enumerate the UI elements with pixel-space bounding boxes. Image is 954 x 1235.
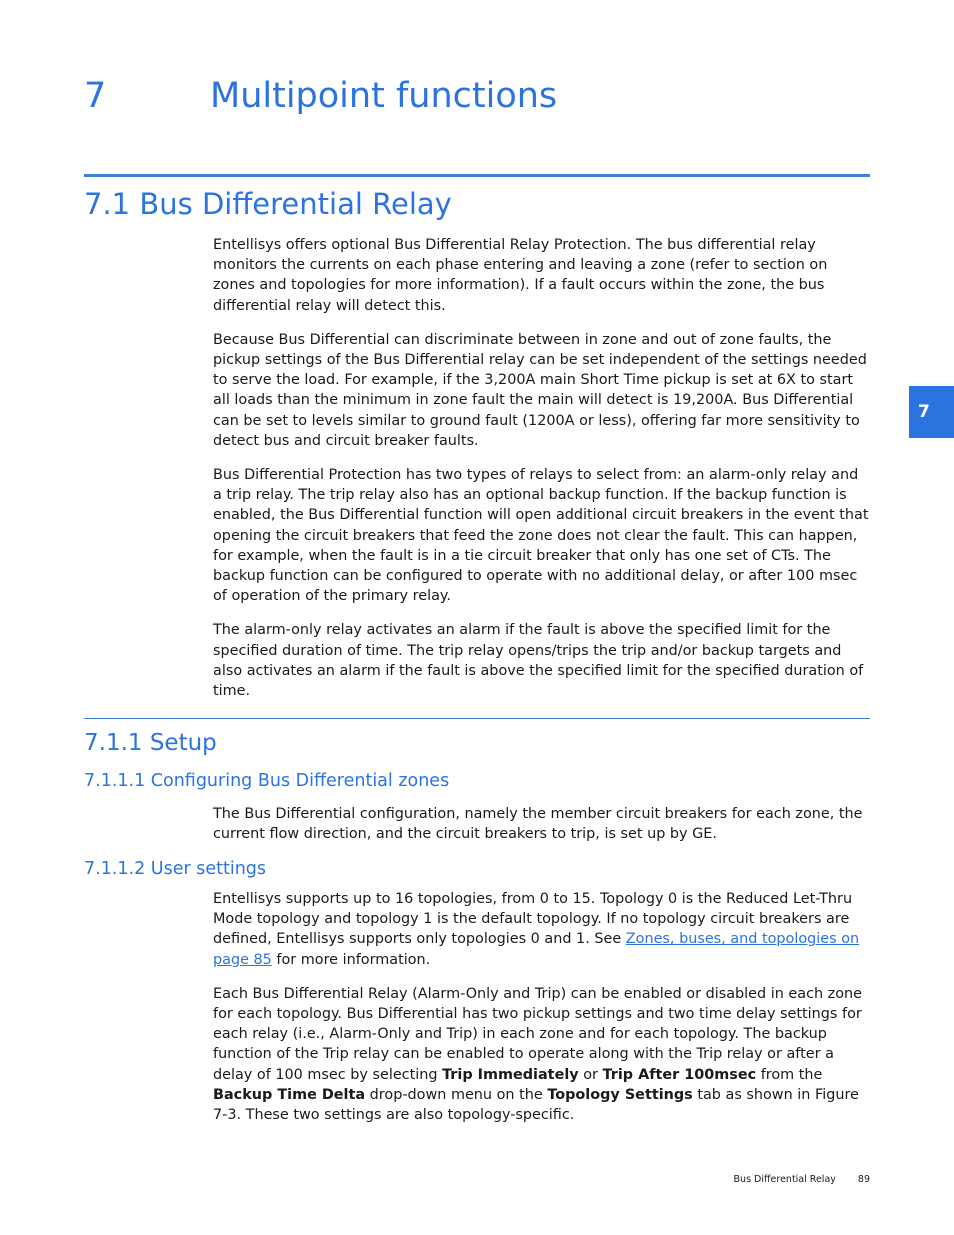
text-run: drop-down menu on the	[365, 1086, 548, 1103]
intro-paragraph: Bus Differential Protection has two types of relays to select from: an alarm-only relay and a trip relay. The trip relay also has an optional backup function. If the backup function is enabled, the Bus Differential function will open additional circuit breakers in the event that opening the circuit breakers that feed the zone does not clear the fault. This can happen, for example, when the fault is in a tie circuit breaker that only has one set of CTs. The backup function can be configured to operate with no additional delay, or after 100 msec of operation of the primary relay.	[213, 467, 869, 605]
bold-term: Trip Immediately	[442, 1066, 579, 1083]
cross-reference-link[interactable]: Zones, buses, and topologies on page 85	[213, 931, 860, 968]
intro-paragraph: Entellisys offers optional Bus Differential Relay Protection. The bus differential relay monitors the currents on each phase entering and leaving a zone (refer to section on zones and topologies for more information). If a fault occurs within the zone, the bus differential relay will detect this.	[213, 237, 828, 314]
zones-heading: 7.1.1.1 Configuring Bus Differential zones	[84, 771, 450, 791]
user-settings-paragraph	[213, 889, 870, 970]
text-run: Entellisys supports up to 16 topologies, from 0 to 15. Topology 0 is the Reduced Let-Thru Mode topology and topology 1 is the default topology. If no topology circuit breakers are defined, Entellisys supports only topologies 0 and 1. See	[213, 891, 853, 948]
user-settings-heading: 7.1.1.2 User settings	[84, 859, 267, 879]
chapter-title: Multipoint functions	[210, 76, 558, 116]
subsection-title: 7.1.1 Setup	[84, 730, 217, 756]
text-run: tab as shown in Figure 7-3. These two settings are also topology-specific.	[213, 1086, 859, 1124]
chapter-number: 7	[84, 76, 107, 116]
footer-section: Bus Differential Relay	[733, 1174, 836, 1185]
chapter-tab: 7	[909, 386, 954, 438]
zones-text	[213, 804, 870, 858]
text-run: from the	[756, 1066, 823, 1083]
bold-term: Topology Settings	[547, 1086, 693, 1103]
page-number: 89	[857, 1174, 870, 1185]
zones-paragraph: The Bus Differential configuration, namely the member circuit breakers for each zone, the current flow direction, and the circuit breakers to trip, is set up by GE.	[213, 806, 863, 843]
intro-text	[213, 235, 870, 715]
section-divider	[84, 174, 870, 177]
text-run: or	[578, 1066, 603, 1083]
text-run: for more information.	[271, 951, 431, 968]
intro-paragraph: Because Bus Differential can discriminate between in zone and out of zone faults, the pickup settings of the Bus Differential relay can be set independent of the settings needed to serve the load. For example, if the 3,200A main Short Time pickup is set at 6X to start all loads than the minimum in zone fault the main will detect is 19,200A. Bus Differential can be set to levels similar to ground fault (1200A or less), offering far more sensitivity to detect bus and circuit breaker faults.	[213, 331, 867, 449]
subsection-divider	[84, 718, 870, 719]
user-settings-paragraph	[213, 984, 870, 1125]
bold-term: Trip After 100msec	[602, 1066, 757, 1083]
intro-paragraph: The alarm-only relay activates an alarm if the fault is above the specified limit for the specified duration of time. The trip relay opens/trips the trip and/or backup targets and also activates an alarm if the fault is above the specified limit for the specified duration of time.	[213, 622, 864, 700]
text-run: Each Bus Differential Relay (Alarm-Only and Trip) can be enabled or disabled in each zone for each topology. Bus Differential has two pickup settings and two time delay settings for each relay (i.e., Alarm-Only and Trip) in each zone and for each topology. The backup function of the Trip relay can be enabled to operate along with the Trip relay or after a delay of 100 msec by selecting	[213, 985, 863, 1083]
user-settings-text	[213, 889, 870, 1139]
bold-term: Backup Time Delta	[213, 1086, 366, 1103]
page-footer	[734, 1174, 870, 1185]
section-title: 7.1 Bus Differential Relay	[84, 187, 452, 221]
